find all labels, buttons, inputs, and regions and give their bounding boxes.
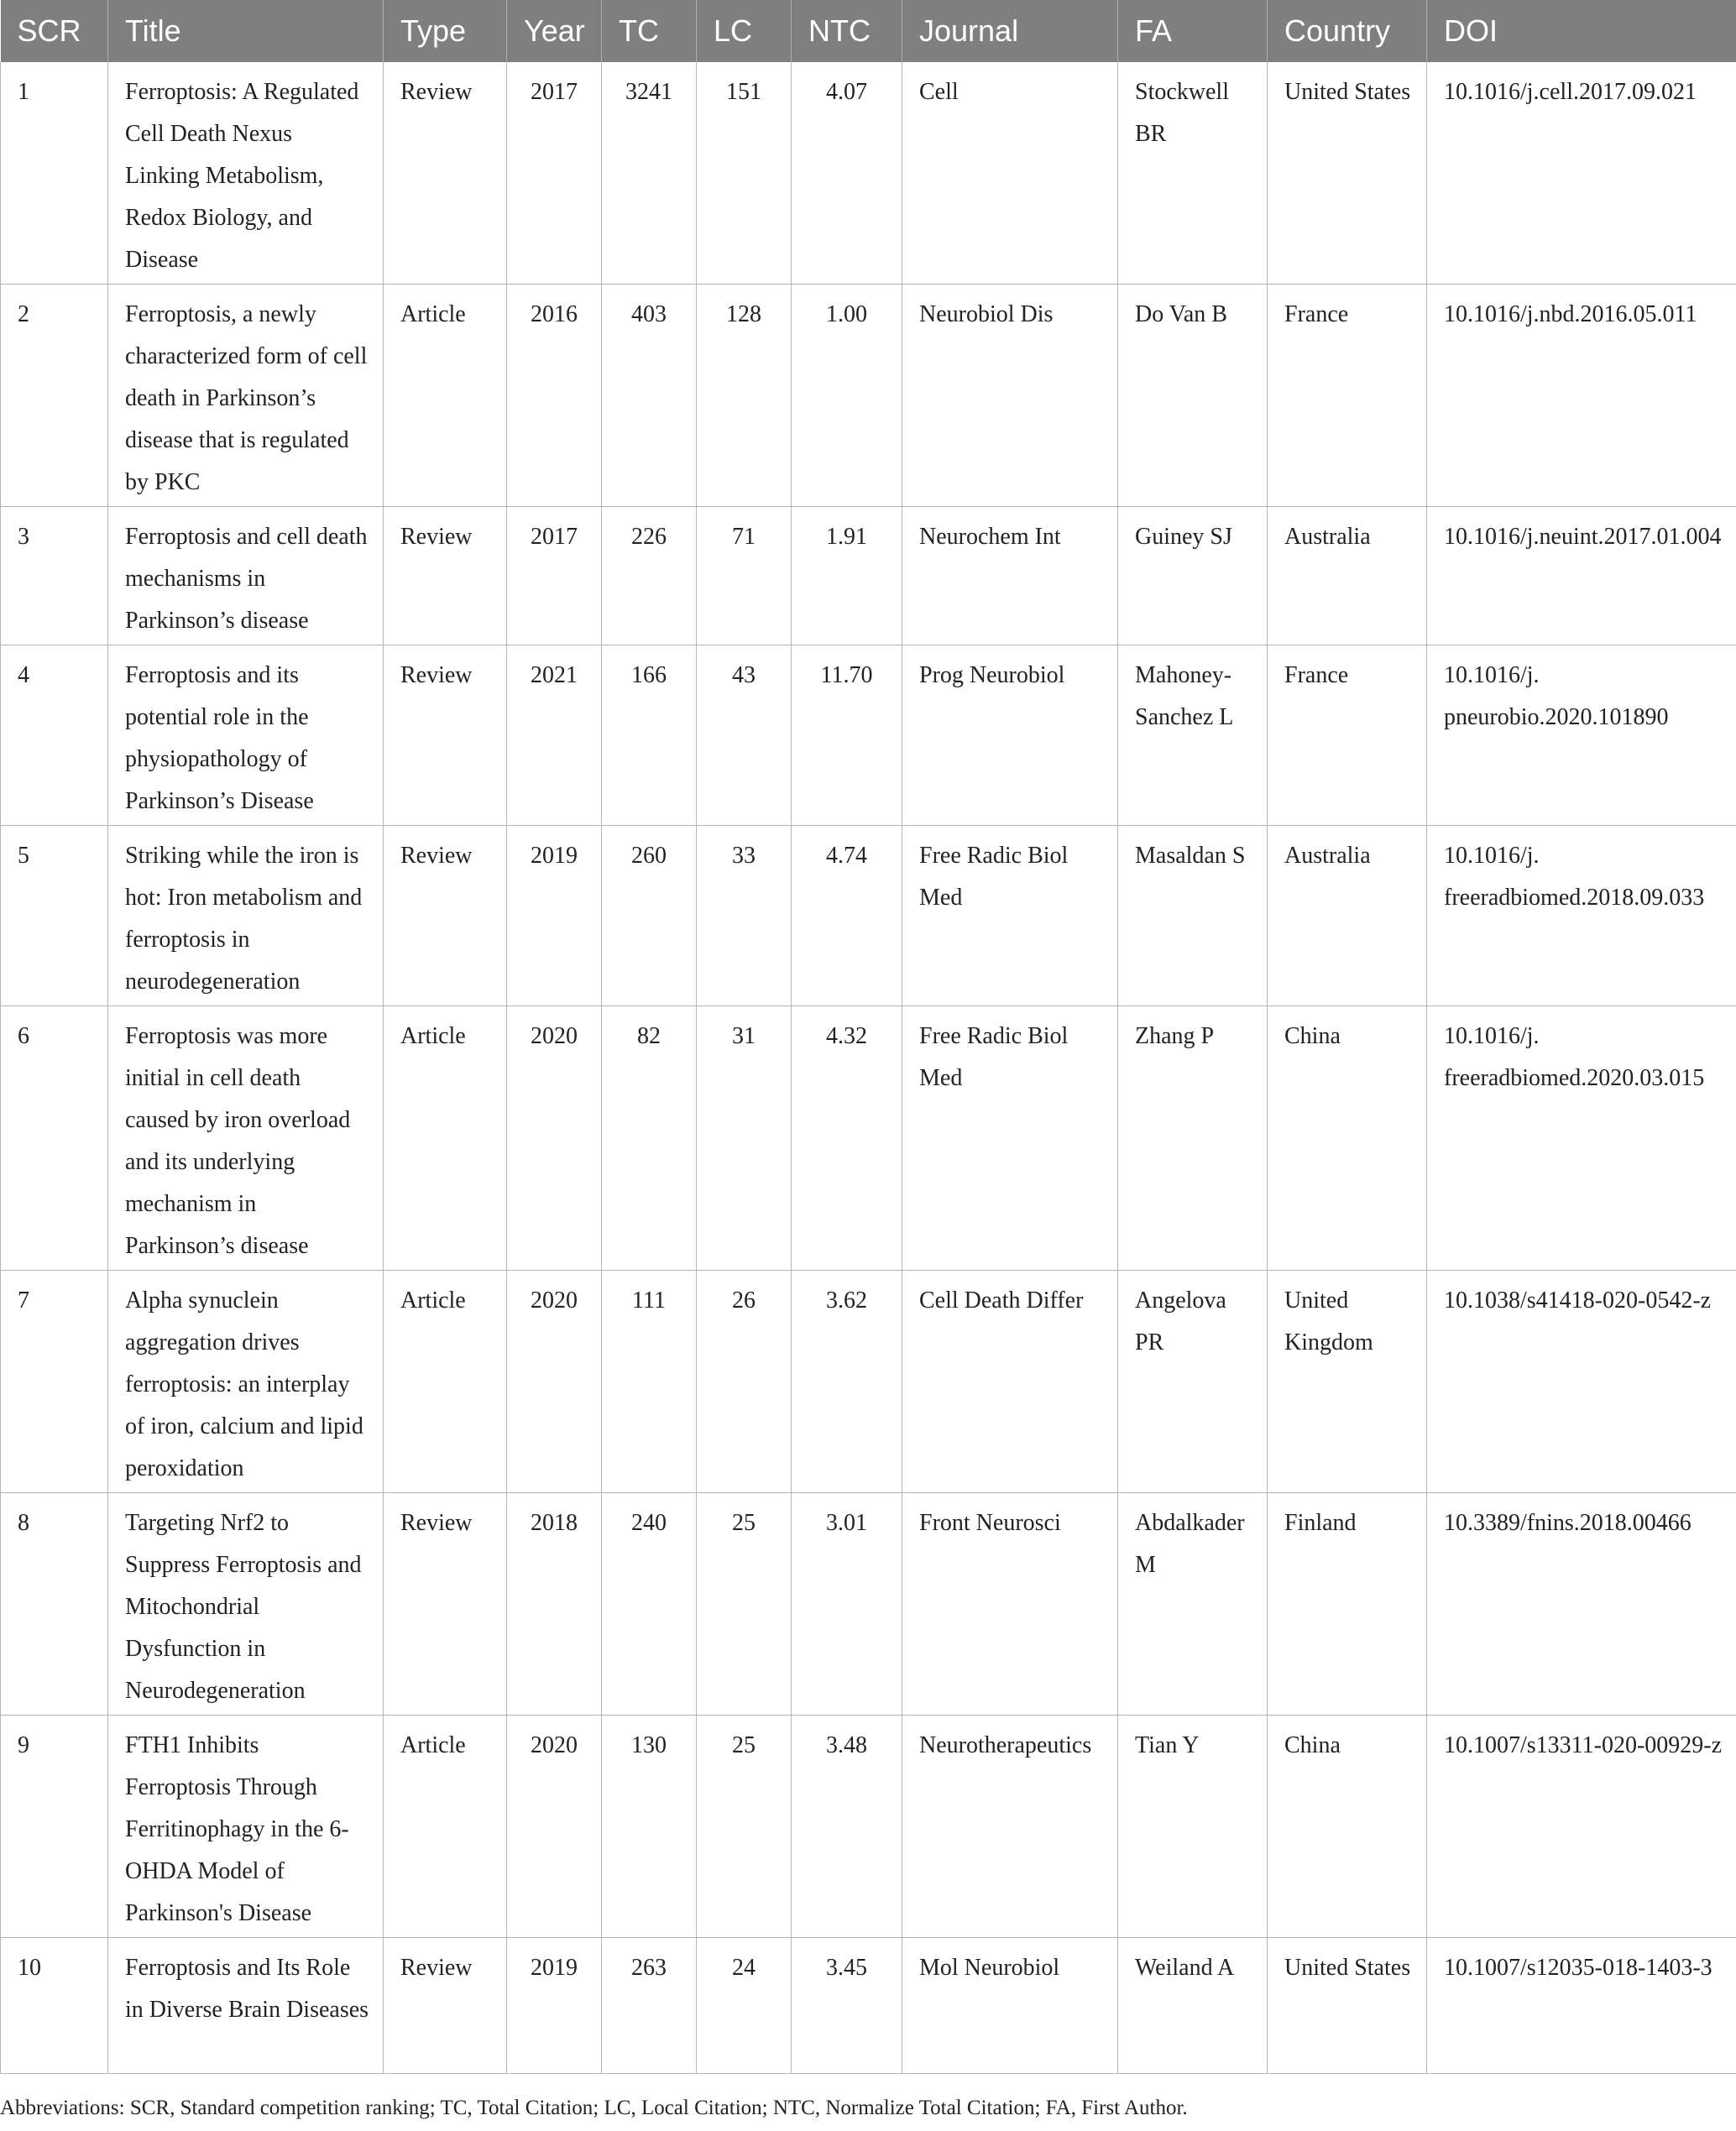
header-lc: LC [697, 0, 792, 62]
cell-type: Review [384, 1493, 507, 1716]
cell-ntc: 1.00 [792, 285, 902, 507]
cell-type: Review [384, 1938, 507, 2074]
cell-ntc: 11.70 [792, 645, 902, 826]
cell-country: Australia [1268, 507, 1427, 645]
cell-lc: 26 [697, 1271, 792, 1493]
cell-type: Review [384, 826, 507, 1006]
cell-title: Ferroptosis was more initial in cell death caused by iron overload and its underlying mechanism in Parkinson’s disease [108, 1006, 384, 1271]
cell-fa: Masaldan S [1118, 826, 1268, 1006]
cell-title: Striking while the iron is hot: Iron metabolism and ferroptosis in neurodegeneration [108, 826, 384, 1006]
table-row [1, 826, 1736, 1006]
cell-doi: 10.1038/s41418-020-0542-z [1427, 1271, 1736, 1493]
cell-scr: 6 [1, 1006, 108, 1271]
cell-title: Alpha synuclein aggregation drives ferroptosis: an interplay of iron, calcium and lipid peroxidation [108, 1271, 384, 1493]
cell-doi: 10.1007/s12035-018-1403-3 [1427, 1938, 1736, 2074]
cell-tc: 226 [602, 507, 697, 645]
table-row [1, 507, 1736, 645]
cell-lc: 151 [697, 62, 792, 285]
cell-journal: Neurotherapeutics [902, 1716, 1118, 1938]
cell-country: China [1268, 1716, 1427, 1938]
cell-year: 2020 [507, 1006, 602, 1271]
cell-country: United Kingdom [1268, 1271, 1427, 1493]
table-row [1, 1006, 1736, 1271]
cell-scr: 2 [1, 285, 108, 507]
cell-lc: 25 [697, 1493, 792, 1716]
cell-ntc: 4.07 [792, 62, 902, 285]
cell-doi: 10.1016/j.​neuint.2017.01.004 [1427, 507, 1736, 645]
cell-country: Finland [1268, 1493, 1427, 1716]
header-tc: TC [602, 0, 697, 62]
cell-type: Review [384, 507, 507, 645]
cell-ntc: 4.32 [792, 1006, 902, 1271]
header-type: Type [384, 0, 507, 62]
cell-doi: 10.1016/j.nbd.2016.05.011 [1427, 285, 1736, 507]
cell-lc: 43 [697, 645, 792, 826]
table-body [1, 62, 1736, 2074]
cell-ntc: 1.91 [792, 507, 902, 645]
cell-doi: 10.1016/j.cell.2017.09.021 [1427, 62, 1736, 285]
cell-lc: 71 [697, 507, 792, 645]
cell-lc: 24 [697, 1938, 792, 2074]
cell-tc: 82 [602, 1006, 697, 1271]
cell-journal: Cell [902, 62, 1118, 285]
cell-scr: 5 [1, 826, 108, 1006]
cell-tc: 166 [602, 645, 697, 826]
table-row [1, 1716, 1736, 1938]
cell-fa: Angelova PR [1118, 1271, 1268, 1493]
cell-fa: Zhang P [1118, 1006, 1268, 1271]
cell-journal: Prog Neurobiol [902, 645, 1118, 826]
header-doi: DOI [1427, 0, 1736, 62]
cell-fa: Tian Y [1118, 1716, 1268, 1938]
cell-type: Review [384, 62, 507, 285]
cell-doi: 10.1016/j.​pneurobio.2020.101890 [1427, 645, 1736, 826]
cell-type: Article [384, 1271, 507, 1493]
cell-journal: Free Radic Biol Med [902, 826, 1118, 1006]
header-ntc: NTC [792, 0, 902, 62]
cell-lc: 128 [697, 285, 792, 507]
cell-scr: 7 [1, 1271, 108, 1493]
cell-journal: Front Neurosci [902, 1493, 1118, 1716]
header-fa: FA [1118, 0, 1268, 62]
cell-type: Article [384, 1006, 507, 1271]
cell-doi: 10.1007/s13311-020-​00929-z [1427, 1716, 1736, 1938]
cell-tc: 403 [602, 285, 697, 507]
cell-ntc: 3.01 [792, 1493, 902, 1716]
abbreviations-footnote: Abbreviations: SCR, Standard competition ranking; TC, Total Citation; LC, Local Citation; NTC, Normalize Total Citation; FA, First Author. [0, 2097, 1188, 2119]
cell-fa: Stockwell BR [1118, 62, 1268, 285]
cell-scr: 9 [1, 1716, 108, 1938]
table-row [1, 1271, 1736, 1493]
cell-year: 2020 [507, 1716, 602, 1938]
cell-tc: 130 [602, 1716, 697, 1938]
cell-type: Article [384, 285, 507, 507]
cell-fa: Abdalkader M [1118, 1493, 1268, 1716]
cell-type: Review [384, 645, 507, 826]
cell-lc: 25 [697, 1716, 792, 1938]
header-year: Year [507, 0, 602, 62]
header-title: Title [108, 0, 384, 62]
cell-doi: 10.1016/j.​freeradbiomed.2020.03.015 [1427, 1006, 1736, 1271]
cell-title: Targeting Nrf2 to Suppress Ferroptosis and Mitochondrial Dysfunction in Neurodegeneration [108, 1493, 384, 1716]
cell-journal: Cell Death Differ [902, 1271, 1118, 1493]
cell-journal: Neurochem Int [902, 507, 1118, 645]
cell-country: France [1268, 285, 1427, 507]
table-row [1, 645, 1736, 826]
cell-scr: 4 [1, 645, 108, 826]
cell-fa: Mahoney-Sanchez L [1118, 645, 1268, 826]
cell-country: China [1268, 1006, 1427, 1271]
cell-ntc: 4.74 [792, 826, 902, 1006]
cell-ntc: 3.45 [792, 1938, 902, 2074]
cell-lc: 31 [697, 1006, 792, 1271]
cell-scr: 3 [1, 507, 108, 645]
cell-title: Ferroptosis, a newly characterized form of cell death in Parkinson’s disease that is regulated by PKC [108, 285, 384, 507]
cell-year: 2017 [507, 507, 602, 645]
cell-doi: 10.1016/j.​freeradbiomed.2018.09.033 [1427, 826, 1736, 1006]
cell-year: 2018 [507, 1493, 602, 1716]
header-country: Country [1268, 0, 1427, 62]
cell-tc: 111 [602, 1271, 697, 1493]
cell-title: Ferroptosis and its potential role in the physiopathology of Parkinson’s Disease [108, 645, 384, 826]
cell-year: 2020 [507, 1271, 602, 1493]
cell-fa: Do Van B [1118, 285, 1268, 507]
table-row [1, 1493, 1736, 1716]
cell-scr: 8 [1, 1493, 108, 1716]
cell-journal: Free Radic Biol Med [902, 1006, 1118, 1271]
header-scr: SCR [1, 0, 108, 62]
cell-journal: Neurobiol Dis [902, 285, 1118, 507]
table-row [1, 285, 1736, 507]
cell-country: Australia [1268, 826, 1427, 1006]
cell-journal: Mol Neurobiol [902, 1938, 1118, 2074]
cell-type: Article [384, 1716, 507, 1938]
header-journal: Journal [902, 0, 1118, 62]
cell-tc: 240 [602, 1493, 697, 1716]
table-row [1, 62, 1736, 285]
cell-country: United States [1268, 62, 1427, 285]
cell-title: FTH1 Inhibits Ferroptosis Through Ferritinophagy in the 6-OHDA Model of Parkinson's Disease [108, 1716, 384, 1938]
cell-fa: Guiney SJ [1118, 507, 1268, 645]
cell-ntc: 3.62 [792, 1271, 902, 1493]
cell-scr: 1 [1, 62, 108, 285]
cell-country: United States [1268, 1938, 1427, 2074]
cell-year: 2017 [507, 62, 602, 285]
cell-year: 2019 [507, 1938, 602, 2074]
cell-year: 2016 [507, 285, 602, 507]
cell-year: 2021 [507, 645, 602, 826]
cell-tc: 260 [602, 826, 697, 1006]
cell-title: Ferroptosis and Its Role in Diverse Brain Diseases [108, 1938, 384, 2074]
cell-doi: 10.3389/fnins.2018.00466 [1427, 1493, 1736, 1716]
cell-tc: 3241 [602, 62, 697, 285]
cell-title: Ferroptosis and cell death mechanisms in Parkinson’s disease [108, 507, 384, 645]
cell-lc: 33 [697, 826, 792, 1006]
cell-ntc: 3.48 [792, 1716, 902, 1938]
cell-title: Ferroptosis: A Regulated Cell Death Nexus Linking Metabolism, Redox Biology, and Disease [108, 62, 384, 285]
cell-country: France [1268, 645, 1427, 826]
cell-tc: 263 [602, 1938, 697, 2074]
cell-fa: Weiland A [1118, 1938, 1268, 2074]
table-header-row [1, 0, 1736, 62]
table-row [1, 1938, 1736, 2074]
cell-year: 2019 [507, 826, 602, 1006]
cell-scr: 10 [1, 1938, 108, 2074]
